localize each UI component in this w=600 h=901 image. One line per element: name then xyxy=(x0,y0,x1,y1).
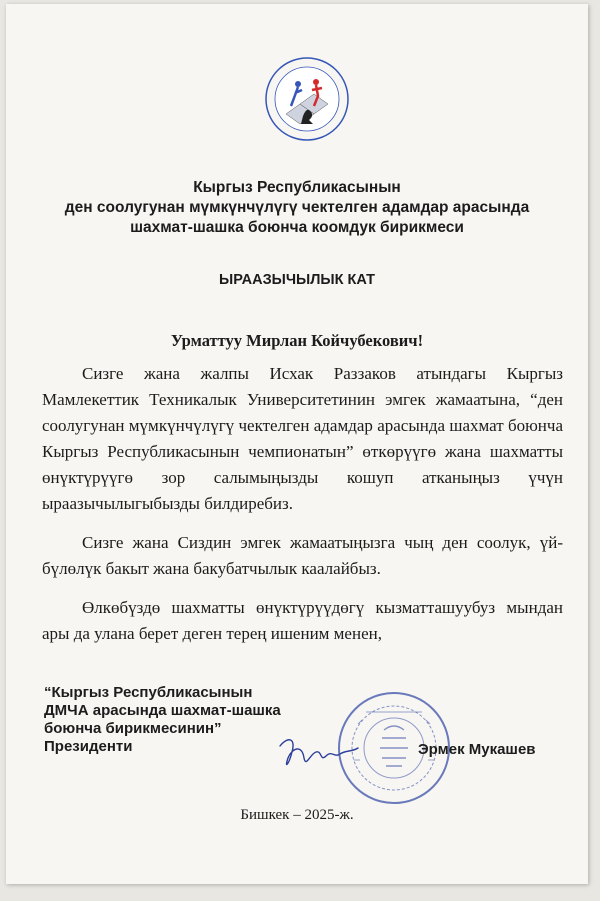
organization-title xyxy=(6,178,588,238)
signatory-title-line: Президенти xyxy=(44,738,133,755)
signatory-title-line: ДМЧА арасында шахмат-шашка xyxy=(44,702,281,719)
body-paragraph: Өлкөбүздө шахматты өнүктүрүүдөгү кызматташуубуз мындан ары да улана берет деген терең ишеним менен, xyxy=(42,598,563,643)
letter-page xyxy=(6,4,588,884)
letter-body xyxy=(42,361,563,660)
signatory-title-line: боюнча бирикмесинин” xyxy=(44,720,222,737)
place-and-date: Бишкек – 2025-ж. xyxy=(240,807,354,823)
document-title: ЫРААЗЫЧЫЛЫК КАТ xyxy=(219,272,375,288)
signer-name: Эрмек Мукашев xyxy=(418,741,536,758)
signatory-title-line: “Кыргыз Республикасынын xyxy=(44,684,253,701)
organization-logo xyxy=(264,56,350,142)
signatory-title-block xyxy=(44,684,281,756)
salutation: Урматтуу Мирлан Койчубекович! xyxy=(170,331,424,350)
body-paragraph: Сизге жана Сиздин эмгек жамаатыңызга чың ден соолук, үй-бүлөлүк бакыт жана бакубатчылык каалайбыз. xyxy=(42,533,563,578)
body-paragraph: Сизге жана жалпы Исхак Раззаков атындагы Кыргыз Мамлекеттик Техникалык Университетинин эмгек жамаатына, “ден соолугунан мүмкүнчүлүгү чектелген адамдар арасында шахмат боюнча Кыргыз Республикасынын чемпионатын” өткөрүүгө жана шахматты өнүктүрүүгө зор салымыңызды кошуп атканыңыз үчүн ыраазычылыгыбызды билдиребиз. xyxy=(42,364,563,513)
org-title-line: Кыргыз Республикасынын xyxy=(193,179,401,196)
org-title-line: шахмат-шашка боюнча коомдук бирикмеси xyxy=(130,219,464,236)
org-title-line: ден соолугунан мүмкүнчүлүгү чектелген адамдар арасында xyxy=(64,199,530,216)
